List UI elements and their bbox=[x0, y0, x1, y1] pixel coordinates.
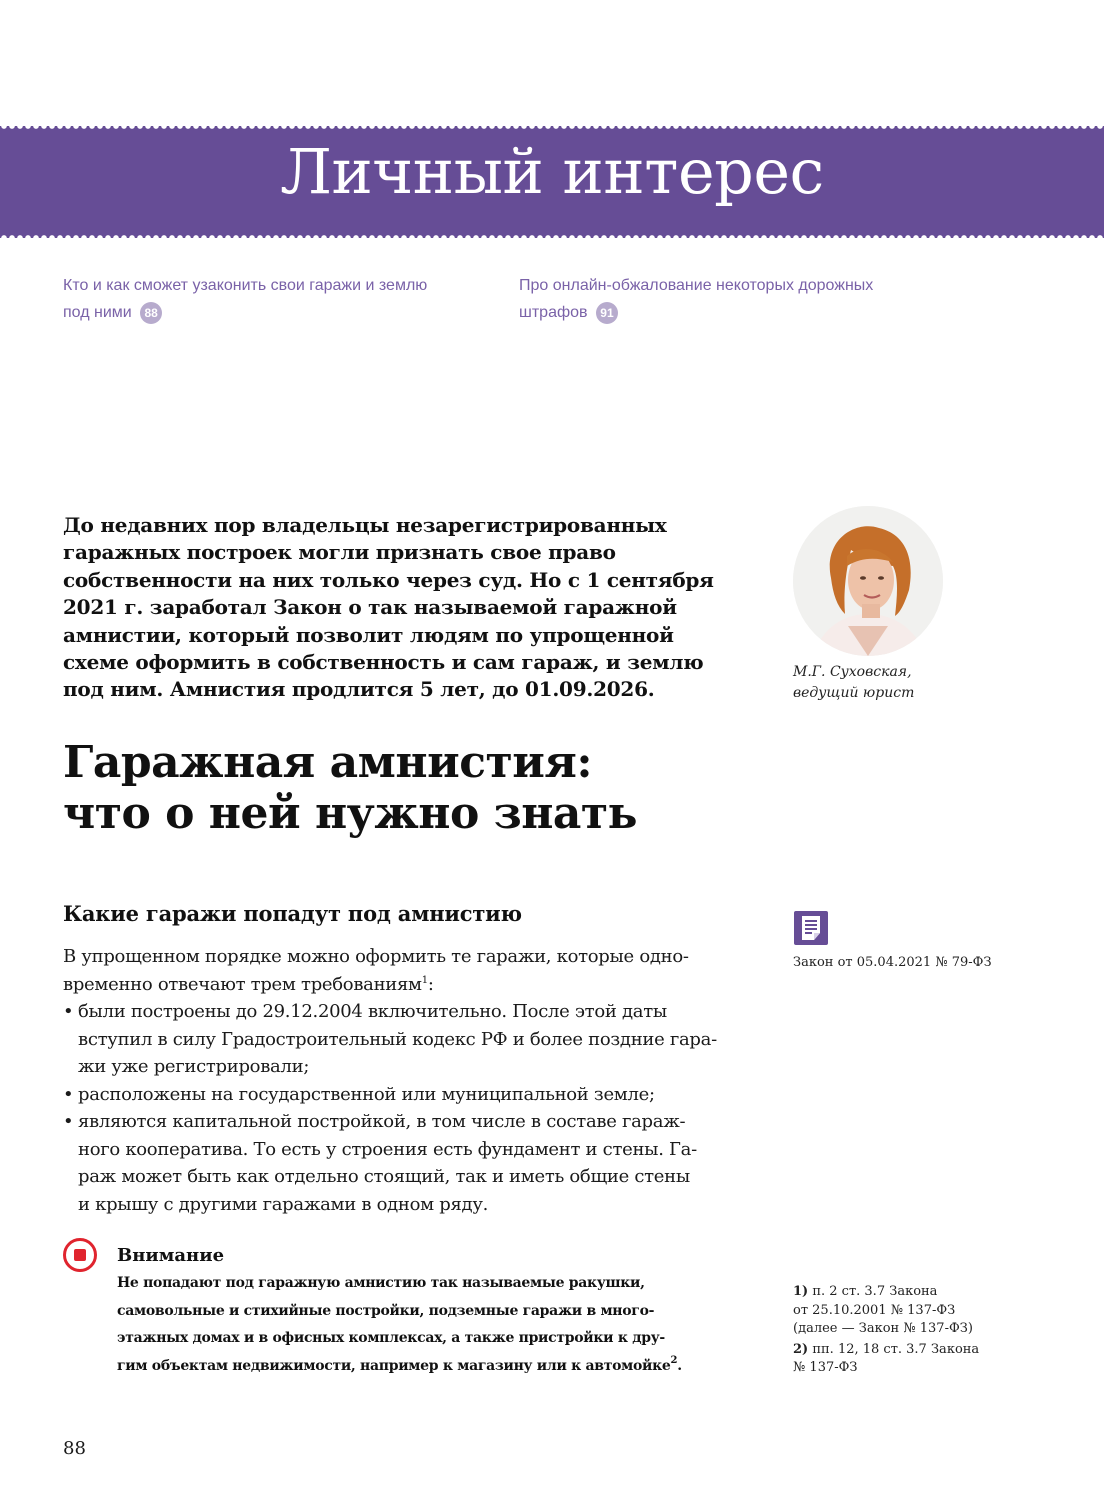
footnote-line: п. 2 ст. 3.7 Закона bbox=[812, 1284, 938, 1299]
footnote-item bbox=[793, 1283, 1043, 1339]
intro-line: временно отвечают трем требованиям bbox=[63, 973, 422, 995]
list-line: расположены на государственной или муниципальной земле; bbox=[78, 1083, 655, 1105]
list-item bbox=[63, 998, 763, 1081]
footnotes bbox=[793, 1283, 1043, 1380]
teaser-text: Кто и как сможет узаконить свои гаражи и землю bbox=[63, 277, 428, 294]
warning-line: этажных домах и в офисных комплексах, а также пристройки к дру- bbox=[117, 1330, 665, 1346]
lead-paragraph bbox=[63, 512, 753, 704]
list-item bbox=[63, 1081, 763, 1109]
title-line: Гаражная амнистия: bbox=[63, 737, 593, 788]
author-caption bbox=[793, 662, 993, 704]
lead-line: под ним. Амнистия продлится 5 лет, до 01.09.2026. bbox=[63, 677, 655, 702]
list-line: и крышу с другими гаражами в одном ряду. bbox=[78, 1193, 489, 1215]
author-portrait-illustration bbox=[793, 506, 943, 656]
footnote-ref[interactable]: 1 bbox=[421, 974, 428, 986]
list-line: раж может быть как отдельно стоящий, так и иметь общие стены bbox=[78, 1166, 690, 1187]
lead-line: 2021 г. заработал Закон о так называемой гаражной bbox=[63, 595, 677, 620]
list-line: являются капитальной постройкой, в том числе в составе гараж- bbox=[78, 1111, 686, 1132]
page-ref-badge: 88 bbox=[140, 302, 162, 324]
section-title: Личный интерес bbox=[280, 135, 824, 208]
intro-tail: : bbox=[427, 973, 434, 995]
article-body bbox=[63, 943, 763, 1218]
stop-icon bbox=[63, 1238, 97, 1272]
lead-line: амнистии, который позволит людям по упрощенной bbox=[63, 622, 674, 647]
footnote-line: пп. 12, 18 ст. 3.7 Закона bbox=[812, 1341, 980, 1357]
lead-line: гаражных построек могли признать свое право bbox=[63, 540, 616, 565]
page-number: 88 bbox=[63, 1438, 86, 1459]
lead-line: собственности на них только через суд. Но с 1 сентября bbox=[63, 567, 714, 592]
warning-line: самовольные и стихийные постройки, подземные гаражи в много- bbox=[117, 1302, 655, 1319]
warning-end: . bbox=[677, 1357, 682, 1374]
list-line: ного кооператива. То есть у строения есть фундамент и стены. Га- bbox=[78, 1138, 697, 1160]
teaser-text: под ними bbox=[63, 304, 132, 321]
warning-text bbox=[117, 1270, 747, 1380]
author-photo bbox=[793, 506, 943, 656]
footnote-line: № 137-ФЗ bbox=[793, 1360, 858, 1375]
author-role: ведущий юрист bbox=[793, 685, 915, 701]
footnote-line: (далее — Закон № 137-ФЗ) bbox=[793, 1321, 973, 1336]
author-name: М.Г. Суховская, bbox=[793, 664, 912, 680]
teaser-text: Про онлайн-обжалование некоторых дорожных bbox=[519, 277, 874, 294]
document-icon bbox=[794, 911, 828, 945]
footnote-ref[interactable]: 2 bbox=[670, 1354, 678, 1366]
warning-line: гим объектам недвижимости, например к магазину или к автомойке bbox=[117, 1357, 671, 1374]
teaser-link-garages[interactable] bbox=[63, 272, 463, 326]
page-ref-badge: 91 bbox=[596, 302, 618, 324]
warning-title: Внимание bbox=[117, 1245, 225, 1266]
footnote-item bbox=[793, 1341, 1043, 1378]
lead-line: До недавних пор владельцы незарегистрированных bbox=[63, 513, 667, 537]
footnote-number: 2) bbox=[793, 1341, 809, 1357]
title-line: что о ней нужно знать bbox=[63, 788, 638, 839]
footnote-line: от 25.10.2001 № 137-ФЗ bbox=[793, 1302, 956, 1318]
article-title bbox=[63, 737, 763, 839]
section-heading: Какие гаражи попадут под амнистию bbox=[63, 901, 522, 926]
law-reference: Закон от 05.04.2021 № 79-ФЗ bbox=[793, 955, 992, 970]
lead-line: схеме оформить в собственность и сам гараж, и землю bbox=[63, 650, 704, 675]
list-line: жи уже регистрировали; bbox=[78, 1056, 310, 1077]
intro-paragraph bbox=[63, 943, 763, 998]
warning-line: Не попадают под гаражную амнистию так называемые ракушки, bbox=[117, 1275, 645, 1291]
teaser-link-fines[interactable] bbox=[519, 272, 919, 326]
teaser-text: штрафов bbox=[519, 304, 588, 321]
footnote-number: 1) bbox=[793, 1284, 809, 1299]
list-line: вступил в силу Градостроительный кодекс РФ и более поздние гара- bbox=[78, 1028, 717, 1050]
list-item bbox=[63, 1108, 763, 1218]
intro-line: В упрощенном порядке можно оформить те гаражи, которые одно- bbox=[63, 946, 689, 967]
list-line: были построены до 29.12.2004 включительно. После этой даты bbox=[78, 1001, 667, 1022]
